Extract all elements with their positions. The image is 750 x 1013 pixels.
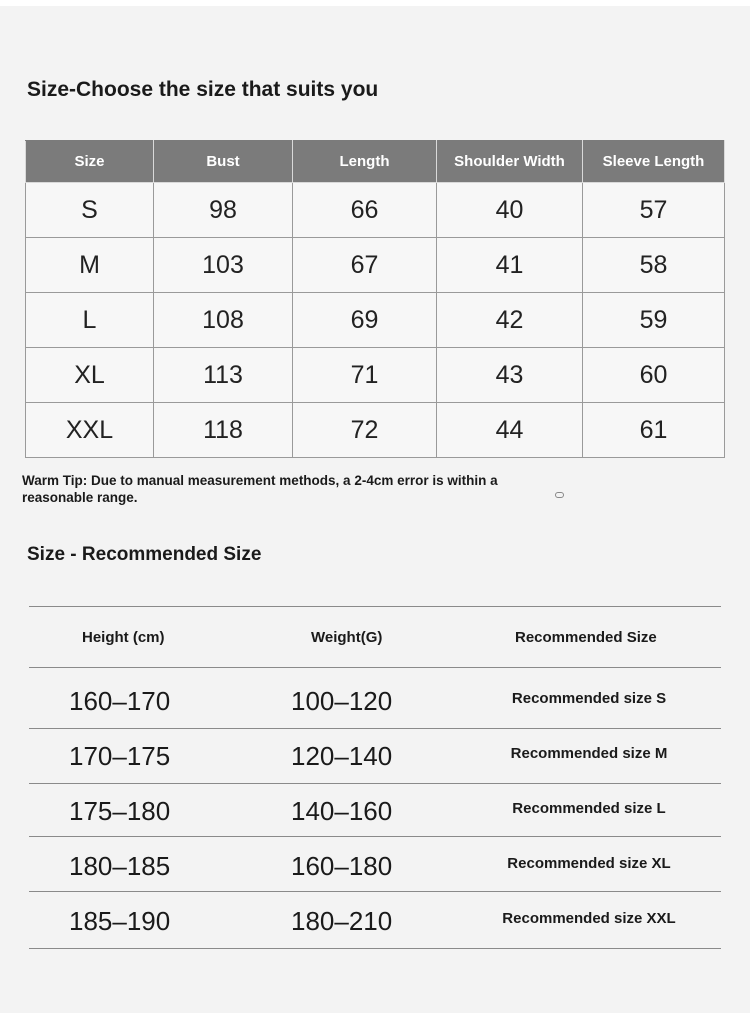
header-length: Length <box>293 141 437 183</box>
cell-shoulder-width: 43 <box>437 348 583 403</box>
weight-range: 120–140 <box>291 741 393 771</box>
height-range: 185–190 <box>69 906 171 936</box>
cell-size: XXL <box>26 403 154 458</box>
list-item <box>29 727 721 782</box>
list-item <box>29 672 721 727</box>
weight-range: 100–120 <box>291 686 393 716</box>
warm-tip-note: Warm Tip: Due to manual measurement methods, a 2-4cm error is within a reasonable range. <box>22 473 498 505</box>
height-range: 170–175 <box>69 741 171 771</box>
size-chart-title: Size-Choose the size that suits you <box>27 78 379 101</box>
header-recommended-size: Recommended Size <box>515 629 657 646</box>
header-shoulder-width: Shoulder Width <box>437 141 583 183</box>
size-chart-table <box>25 140 725 458</box>
header-bust: Bust <box>154 141 293 183</box>
weight-range: 180–210 <box>291 906 393 936</box>
cell-size: S <box>26 183 154 238</box>
header-height: Height (cm) <box>82 629 165 646</box>
cell-sleeve-length: 59 <box>583 293 725 348</box>
recommended-size: Recommended size S <box>511 690 667 707</box>
table-row <box>26 403 725 458</box>
cell-length: 69 <box>293 293 437 348</box>
table-row <box>26 293 725 348</box>
cell-size: M <box>26 238 154 293</box>
recommended-size: Recommended size M <box>510 745 668 762</box>
cell-sleeve-length: 57 <box>583 183 725 238</box>
cell-sleeve-length: 61 <box>583 403 725 458</box>
size-chart-header-row <box>26 141 725 183</box>
recommended-size: Recommended size XXL <box>502 910 676 927</box>
divider <box>29 667 721 668</box>
list-item <box>29 837 721 892</box>
header-weight: Weight(G) <box>311 629 383 646</box>
cell-sleeve-length: 58 <box>583 238 725 293</box>
cell-bust: 108 <box>154 293 293 348</box>
cell-length: 72 <box>293 403 437 458</box>
cell-shoulder-width: 41 <box>437 238 583 293</box>
list-item <box>29 782 721 837</box>
cell-sleeve-length: 60 <box>583 348 725 403</box>
header-sleeve-length: Sleeve Length <box>583 141 725 183</box>
recommended-size: Recommended size L <box>512 800 666 817</box>
header-size: Size <box>26 141 154 183</box>
height-range: 160–170 <box>69 686 171 716</box>
cell-bust: 103 <box>154 238 293 293</box>
table-row <box>26 183 725 238</box>
cell-length: 67 <box>293 238 437 293</box>
cell-bust: 98 <box>154 183 293 238</box>
decorative-mark <box>555 492 564 498</box>
cell-length: 66 <box>293 183 437 238</box>
cell-shoulder-width: 42 <box>437 293 583 348</box>
recommend-title: Size - Recommended Size <box>27 544 262 565</box>
top-strip <box>0 0 750 6</box>
height-range: 180–185 <box>69 851 171 881</box>
recommended-size: Recommended size XL <box>507 855 671 872</box>
cell-bust: 118 <box>154 403 293 458</box>
cell-length: 71 <box>293 348 437 403</box>
cell-shoulder-width: 44 <box>437 403 583 458</box>
table-row <box>26 238 725 293</box>
list-item <box>29 892 721 947</box>
recommend-header-row <box>29 607 721 667</box>
height-range: 175–180 <box>69 796 171 826</box>
weight-range: 140–160 <box>291 796 393 826</box>
weight-range: 160–180 <box>291 851 393 881</box>
cell-size: L <box>26 293 154 348</box>
cell-size: XL <box>26 348 154 403</box>
cell-shoulder-width: 40 <box>437 183 583 238</box>
table-row <box>26 348 725 403</box>
cell-bust: 113 <box>154 348 293 403</box>
divider <box>29 948 721 949</box>
